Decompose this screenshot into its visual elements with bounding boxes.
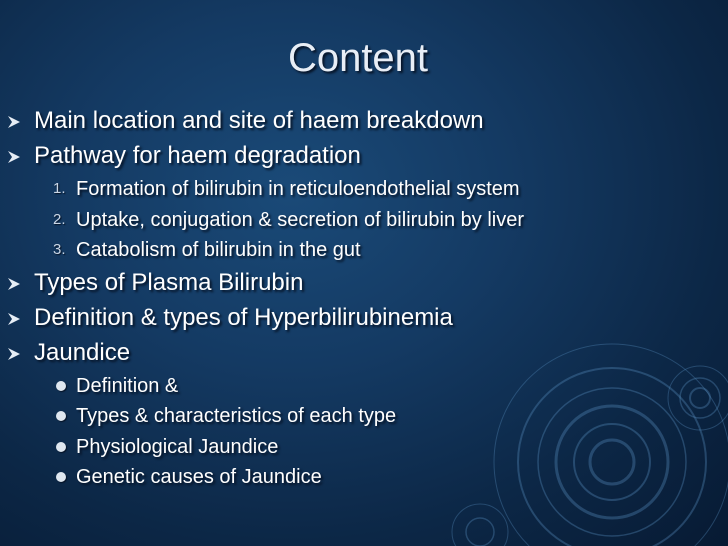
list-item: Catabolism of bilirubin in the gut bbox=[76, 239, 361, 261]
dot-bullet-icon bbox=[56, 472, 66, 482]
list-number: 3. bbox=[53, 241, 66, 258]
dot-bullet-icon bbox=[56, 442, 66, 452]
dot-bullet-icon bbox=[56, 381, 66, 391]
list-item: Types & characteristics of each type bbox=[76, 405, 397, 427]
list-item: Definition & types of Hyperbilirubinemia bbox=[34, 304, 453, 331]
list-item: Definition & bbox=[76, 375, 179, 397]
slide-title: Content bbox=[287, 36, 429, 80]
arrowhead-bullet-icon bbox=[7, 277, 21, 291]
list-number: 1. bbox=[53, 180, 66, 197]
arrowhead-bullet-icon bbox=[7, 312, 21, 326]
list-item: Types of Plasma Bilirubin bbox=[34, 269, 304, 296]
list-item: Pathway for haem degradation bbox=[34, 142, 361, 169]
list-item: Genetic causes of Jaundice bbox=[76, 466, 322, 488]
list-item: Physiological Jaundice bbox=[76, 436, 279, 458]
list-item: Main location and site of haem breakdown bbox=[34, 107, 484, 134]
arrowhead-bullet-icon bbox=[7, 150, 21, 164]
list-item: Uptake, conjugation & secretion of bilirubin by liver bbox=[76, 209, 525, 231]
list-number: 2. bbox=[53, 211, 66, 228]
list-item: Jaundice bbox=[34, 339, 131, 366]
arrowhead-bullet-icon bbox=[7, 115, 21, 129]
arrowhead-bullet-icon bbox=[7, 347, 21, 361]
dot-bullet-icon bbox=[56, 411, 66, 421]
list-item: Formation of bilirubin in reticuloendothelial system bbox=[76, 178, 520, 200]
